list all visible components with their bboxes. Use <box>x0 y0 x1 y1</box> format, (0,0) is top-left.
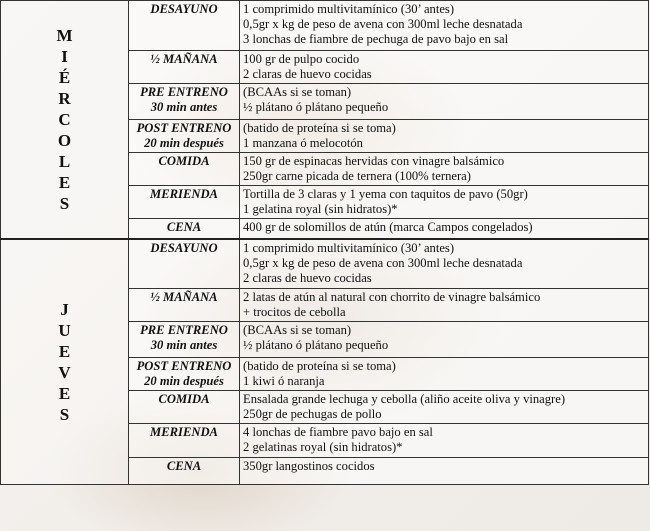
meal-content <box>240 322 649 358</box>
meal-name <box>129 1 240 51</box>
meal-content <box>240 358 649 391</box>
meal-content <box>240 186 649 219</box>
meal-content-line: 3 lonchas de fiambre de pechuga de pavo bajo en sal <box>243 32 509 46</box>
day-letter: I <box>61 46 68 66</box>
meal-name-line: CENA <box>166 220 202 234</box>
day-letter: E <box>58 341 71 361</box>
day-letter: L <box>58 151 71 171</box>
meal-name <box>129 186 240 219</box>
day-letter: U <box>58 320 71 340</box>
meal-content <box>240 391 649 424</box>
meal-content-line: 0,5gr x kg de peso de avena con 300ml leche desnatada <box>243 255 523 270</box>
meal-name-line: DESAYUNO <box>150 2 218 16</box>
meal-content-line: 400 gr de solomillos de atún (marca Campos congelados) <box>243 220 533 234</box>
meal-content-line: 4 lonchas de fiambre pavo bajo en sal <box>243 425 433 439</box>
meal-content-line: 250gr carne picada de ternera (100% ternera) <box>243 169 471 183</box>
meal-content-line: 1 comprimido multivitamínico (30’ antes) <box>243 2 455 16</box>
meal-content-line: 250gr de pechugas de pollo <box>243 407 382 421</box>
meal-content-line: 100 gr de pulpo cocido <box>243 52 360 66</box>
meal-name-line: ½ MAÑANA <box>150 290 218 304</box>
day-letter: S <box>59 404 70 424</box>
meal-name <box>129 219 240 239</box>
meal-row <box>1 239 649 289</box>
meal-content-line: ½ plátano ó plátano pequeño <box>243 338 389 352</box>
day-letter: R <box>58 88 71 108</box>
meal-row <box>1 1 649 51</box>
meal-content-line: 2 claras de huevo cocidas <box>243 67 372 81</box>
meal-content-line: 2 latas de atún al natural con chorrito de vinagre balsámico <box>243 290 541 304</box>
day-letter: M <box>56 25 73 45</box>
meal-name-line: PRE ENTRENO <box>140 85 228 99</box>
meal-name <box>129 120 240 153</box>
meal-content <box>240 458 649 485</box>
meal-content <box>240 219 649 239</box>
meal-content-line: Ensalada grande lechuga y cebolla (aliño aceite oliva y vinagre) <box>243 392 566 406</box>
meal-content-line: (batido de proteína si se toma) <box>243 121 396 135</box>
meal-content <box>240 289 649 322</box>
meal-name <box>129 322 240 358</box>
meal-content-line: + trocitos de cebolla <box>243 305 346 319</box>
meal-name-line: ½ MAÑANA <box>150 52 218 66</box>
day-label <box>1 1 129 239</box>
meal-name <box>129 289 240 322</box>
meal-content-line: ½ plátano ó plátano pequeño <box>243 100 389 114</box>
meal-content-line: 2 gelatinas royal (sin hidratos)* <box>243 440 403 454</box>
meal-content-line: Tortilla de 3 claras y 1 yema con taquitos de pavo (50gr) <box>243 187 528 201</box>
meal-name <box>129 424 240 458</box>
meal-content-line: (batido de proteína si se toma) <box>243 359 396 373</box>
meal-name <box>129 84 240 120</box>
day-letter: J <box>60 299 69 319</box>
day-letter: V <box>58 362 71 382</box>
day-letter: S <box>59 193 70 213</box>
meal-name-line: CENA <box>166 459 202 473</box>
meal-content-line: 1 comprimido multivitamínico (30’ antes) <box>243 240 455 255</box>
meal-name <box>129 153 240 186</box>
day-letter: É <box>58 67 71 87</box>
meal-name-line: COMIDA <box>158 154 210 168</box>
meal-name-line: 20 min después <box>144 136 224 150</box>
meal-name-line: PRE ENTRENO <box>140 323 228 337</box>
meal-name-line: POST ENTRENO <box>136 121 232 135</box>
meal-content <box>240 84 649 120</box>
meal-name <box>129 391 240 424</box>
meal-content <box>240 120 649 153</box>
meal-name <box>129 239 240 289</box>
day-letter: O <box>57 130 72 150</box>
meal-name-line: POST ENTRENO <box>136 359 232 373</box>
meal-content <box>240 1 649 51</box>
meal-name-line: 30 min antes <box>150 338 218 352</box>
meal-content <box>240 239 649 289</box>
meal-content-line: 150 gr de espinacas hervidas con vinagre balsámico <box>243 154 505 168</box>
meal-name <box>129 458 240 485</box>
meal-content-line: (BCAAs si se toman) <box>243 85 352 99</box>
meal-content-line: 2 claras de huevo cocidas <box>243 270 372 285</box>
meal-name-line: 20 min después <box>144 374 224 388</box>
meal-content-line: (BCAAs si se toman) <box>243 323 352 337</box>
meal-content-line: 0,5gr x kg de peso de avena con 300ml leche desnatada <box>243 17 523 31</box>
diet-plan-body <box>1 1 649 485</box>
meal-name-line: MERIENDA <box>150 187 218 201</box>
meal-name-line: COMIDA <box>158 392 210 406</box>
meal-content-line: 1 gelatina royal (sin hidratos)* <box>243 202 398 216</box>
meal-name <box>129 358 240 391</box>
day-letter: E <box>58 172 71 192</box>
meal-name-line: 30 min antes <box>150 100 218 114</box>
meal-content-line: 350gr langostinos cocidos <box>243 459 375 473</box>
meal-content <box>240 153 649 186</box>
day-label <box>1 239 129 485</box>
meal-content <box>240 51 649 84</box>
meal-name-line: MERIENDA <box>150 425 218 439</box>
meal-content-line: 1 manzana ó melocotón <box>243 136 363 150</box>
meal-name <box>129 51 240 84</box>
meal-name-line: DESAYUNO <box>150 240 218 255</box>
meal-content <box>240 424 649 458</box>
day-letter: E <box>58 383 71 403</box>
day-letter: C <box>58 109 71 129</box>
meal-content-line: 1 kiwi ó naranja <box>243 374 325 388</box>
